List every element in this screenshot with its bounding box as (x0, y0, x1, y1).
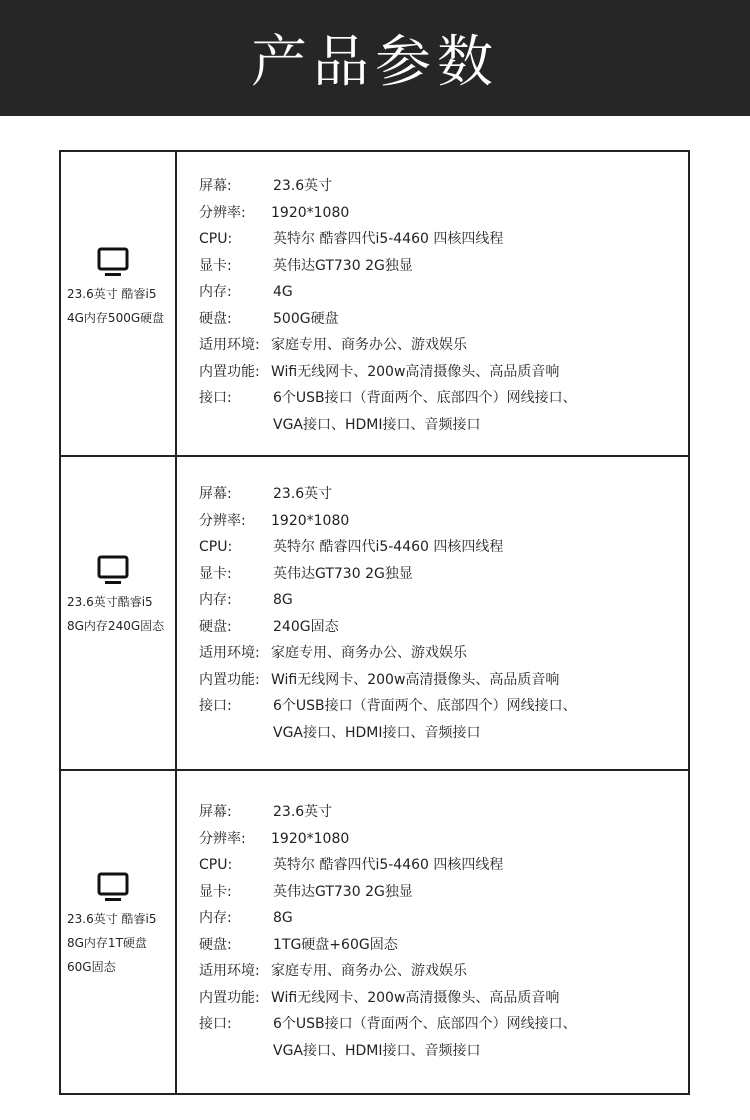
spec-value: 4G (273, 284, 293, 300)
spec-table (59, 150, 690, 1095)
spec-label: 显卡: (199, 884, 232, 900)
product-name (67, 282, 175, 330)
page-title: 产品参数 (251, 30, 499, 95)
spec-label: 适用环境: (199, 963, 260, 979)
spec-label: 适用环境: (199, 337, 260, 353)
spec-cpu (199, 852, 504, 878)
spec-label: CPU: (199, 857, 233, 873)
monitor-icon (97, 871, 129, 903)
spec-features (199, 359, 560, 385)
spec-label: 硬盘: (199, 311, 232, 327)
spec-value: Wifi无线网卡、200w高清摄像头、高品质音响 (271, 990, 560, 1006)
spec-gpu (199, 561, 413, 587)
spec-label: 接口: (199, 1016, 232, 1032)
page-header (0, 0, 750, 116)
spec-label: 分辨率: (199, 513, 246, 529)
spec-value: 英特尔 酷睿四代i5-4460 四核四线程 (273, 857, 504, 873)
spec-storage (199, 306, 339, 332)
spec-resolution (199, 508, 350, 534)
monitor-icon (97, 554, 129, 586)
spec-screen (199, 481, 333, 507)
spec-value: 英伟达GT730 2G独显 (273, 258, 413, 274)
spec-value: 23.6英寸 (273, 804, 333, 820)
spec-label: 内置功能: (199, 364, 260, 380)
spec-value: 英伟达GT730 2G独显 (273, 884, 413, 900)
spec-label: 适用环境: (199, 645, 260, 661)
product-name-line: 23.6英寸 酷睿i5 (67, 287, 157, 301)
spec-value: 英伟达GT730 2G独显 (273, 566, 413, 582)
spec-label: 分辨率: (199, 831, 246, 847)
spec-label: CPU: (199, 539, 233, 555)
spec-gpu (199, 253, 413, 279)
product-cell (61, 771, 177, 1093)
spec-value: 8G (273, 910, 293, 926)
spec-ports (199, 1011, 577, 1037)
spec-screen (199, 173, 333, 199)
spec-value: 1920*1080 (271, 513, 350, 529)
spec-label: 分辨率: (199, 205, 246, 221)
spec-storage (199, 614, 339, 640)
product-row-3 (61, 771, 688, 1093)
product-row-1 (61, 152, 688, 457)
product-cell (61, 457, 177, 769)
spec-value: 6个USB接口（背面两个、底部四个）网线接口、 (273, 1016, 577, 1032)
spec-environment (199, 958, 467, 984)
spec-value: 6个USB接口（背面两个、底部四个）网线接口、 (273, 390, 577, 406)
spec-ports (199, 693, 577, 719)
spec-cpu (199, 534, 504, 560)
spec-value: 1TG硬盘+60G固态 (273, 937, 398, 953)
spec-value: 家庭专用、商务办公、游戏娱乐 (271, 963, 467, 979)
product-name (67, 907, 175, 979)
spec-value: 6个USB接口（背面两个、底部四个）网线接口、 (273, 698, 577, 714)
spec-memory (199, 587, 293, 613)
spec-value: 240G固态 (273, 619, 339, 635)
spec-ports (199, 385, 577, 411)
spec-label: 硬盘: (199, 937, 232, 953)
spec-resolution (199, 826, 350, 852)
spec-value: 23.6英寸 (273, 178, 333, 194)
spec-storage (199, 932, 398, 958)
spec-value: 8G (273, 592, 293, 608)
spec-label: 内置功能: (199, 672, 260, 688)
spec-value: Wifi无线网卡、200w高清摄像头、高品质音响 (271, 672, 560, 688)
spec-label: CPU: (199, 231, 233, 247)
spec-value: 23.6英寸 (273, 486, 333, 502)
spec-label: 屏幕: (199, 486, 232, 502)
spec-value: Wifi无线网卡、200w高清摄像头、高品质音响 (271, 364, 560, 380)
spec-label: 屏幕: (199, 178, 232, 194)
spec-memory (199, 279, 293, 305)
spec-value: 英特尔 酷睿四代i5-4460 四核四线程 (273, 539, 504, 555)
spec-value: VGA接口、HDMI接口、音频接口 (273, 417, 481, 433)
spec-value: 1920*1080 (271, 831, 350, 847)
spec-memory (199, 905, 293, 931)
product-name-line: 60G固态 (67, 960, 116, 974)
product-name-line: 23.6英寸酷睿i5 (67, 595, 153, 609)
spec-gpu (199, 879, 413, 905)
spec-value: 英特尔 酷睿四代i5-4460 四核四线程 (273, 231, 504, 247)
product-row-2 (61, 457, 688, 771)
spec-environment (199, 640, 467, 666)
spec-value: 1920*1080 (271, 205, 350, 221)
spec-label: 硬盘: (199, 619, 232, 635)
spec-label: 内存: (199, 284, 232, 300)
spec-value: VGA接口、HDMI接口、音频接口 (273, 725, 481, 741)
spec-value: 家庭专用、商务办公、游戏娱乐 (271, 645, 467, 661)
product-name (67, 590, 175, 638)
spec-features (199, 985, 560, 1011)
spec-resolution (199, 200, 350, 226)
spec-cpu (199, 226, 504, 252)
spec-label: 内存: (199, 910, 232, 926)
spec-label: 显卡: (199, 566, 232, 582)
spec-value: VGA接口、HDMI接口、音频接口 (273, 1043, 481, 1059)
spec-label: 内置功能: (199, 990, 260, 1006)
spec-label: 屏幕: (199, 804, 232, 820)
product-name-line: 23.6英寸 酷睿i5 (67, 912, 157, 926)
spec-features (199, 667, 560, 693)
product-cell (61, 152, 177, 455)
product-name-line: 4G内存500G硬盘 (67, 311, 165, 325)
spec-environment (199, 332, 467, 358)
product-name-line: 8G内存240G固态 (67, 619, 165, 633)
spec-label: 显卡: (199, 258, 232, 274)
spec-label: 接口: (199, 390, 232, 406)
spec-label: 内存: (199, 592, 232, 608)
spec-value: 家庭专用、商务办公、游戏娱乐 (271, 337, 467, 353)
spec-screen (199, 799, 333, 825)
spec-label: 接口: (199, 698, 232, 714)
product-name-line: 8G内存1T硬盘 (67, 936, 147, 950)
monitor-icon (97, 246, 129, 278)
spec-value: 500G硬盘 (273, 311, 339, 327)
